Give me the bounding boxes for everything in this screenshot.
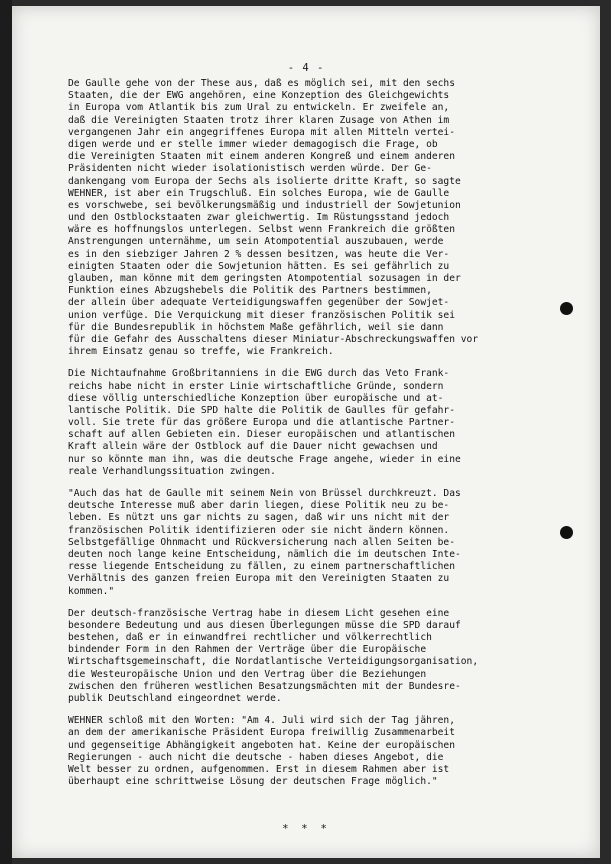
text-line: leben. Es nützt uns gar nichts zu sagen, daß wir uns nicht mit der [68,512,450,524]
text-line: Welt besser zu ordnen, aufgenommen. Erst in diesem Rahmen aber ist [68,763,450,775]
document-page [12,6,600,858]
text-line: Der deutsch-französische Vertrag habe in diesem Licht gesehen eine [68,607,450,619]
text-line: kommen." [68,585,115,597]
text-line: zwischen den früheren westlichen Besatzungsmächten mit der Bundesre- [68,680,461,692]
text-line: vergangenen Jahr ein angegriffenes Europa mit allen Mitteln vertei- [68,126,455,138]
text-line: Staaten, die der EWG angehören, eine Konzeption des Gleichgewichts [68,90,450,102]
text-line: daß die Vereinigten Staaten trotz ihrer klaren Zusage von Athen im [68,114,450,126]
paragraph [68,368,588,478]
text-line: glauben, man könne mit dem geringsten Atompotential sozusagen in der [68,273,461,284]
text-line: Funktion eines Abzugshebels die Politik des Partners bestimmen, [68,285,432,297]
text-line: lantische Politik. Die SPD halte die Politik de Gaulles für gefahr- [68,404,455,416]
text-line: französischen Politik identifizieren oder sie nicht ändern können. [68,524,450,536]
text-line: und den Ostblockstaaten zwar gleichwertig. Im Rüstungsstand jedoch [68,212,450,224]
text-line: in Europa vom Atlantik bis zum Ural zu entwickeln. Er zweifele an, [68,102,450,114]
text-line: Kraft allein wäre der Ostblock auf die Dauer nicht gewachsen und [68,441,438,453]
text-line: die Vereinigten Staaten mit einem anderen Kongreß und einem anderen [68,151,455,163]
text-line: Selbstgefällige Ohnmacht und Rückversicherung nach allen Seiten be- [68,536,455,548]
end-mark: * * * [281,822,331,835]
paragraph [68,715,588,788]
text-line: diese völlig unterschiedliche Konzeption über europäische und at- [68,392,444,404]
text-line: ihrem Einsatz genau so treffe, wie Frankreich. [68,346,334,358]
text-line: voll. Sie trete für das größere Europa und die atlantische Partner- [68,417,455,429]
text-line: union verfüge. Die Verquickung mit dieser französischen Politik sei [68,309,455,321]
text-line: deutsche Interesse muß aber darin liegen, diese Politik neu zu be- [68,500,450,512]
text-line: Präsidenten nicht wieder isolationistisch werden würde. Der Ge- [68,163,432,175]
text-line: reichs habe nicht in erster Linie wirtschaftliche Gründe, sondern [68,380,444,392]
text-line: Wirtschaftsgemeinschaft, die Nordatlantische Verteidigungsorganisation, [68,656,479,668]
text-line: Verhältnis des ganzen freien Europa mit den Vereinigten Staaten zu [68,573,450,585]
text-line: Regierungen - auch nicht die deutsche - haben dieses Angebot, die [68,751,444,763]
text-line: reale Verhandlungssituation zwingen. [68,465,276,477]
text-line: Anstrengungen unternähme, um sein Atompotential auszubauen, werde [68,236,444,248]
text-line: Die Nichtaufnahme Großbritanniens in die EWG durch das Veto Frank- [68,368,450,380]
text-line: für die Gefahr des Ausschaltens dieser Miniatur-Abschreckungswaffen vor [68,333,479,345]
text-line: "Auch das hat de Gaulle mit seinem Nein von Brüssel durchkreuzt. Das [68,488,461,499]
text-line: schaft auf allen Gebieten ein. Dieser europäischen und atlantischen [68,429,455,441]
paragraph [68,488,588,598]
text-line: überhaupt eine schrittweise Lösung der deutschen Frage möglich." [68,776,438,788]
text-line: publik Deutschland eingeordnet werde. [68,693,282,704]
text-line: nur so könnte man ihn, was die deutsche Frage angehe, wieder in eine [68,453,461,465]
text-line: deuten noch lange keine Entscheidung, nämlich die im deutschen Inte- [68,548,461,560]
text-line: resse liegende Entscheidung zu fällen, zu einem partnerschaftlichen [68,561,455,573]
text-line: dankengang vom Europa der Sechs als isolierte dritte Kraft, so sagte [68,175,461,187]
text-line: für die Bundesrepublik in höchstem Maße gefährlich, weil sie dann [68,321,444,333]
paragraph [68,78,588,358]
text-line: WEHNER, ist aber ein Trugschluß. Ein solches Europa, wie de Gaulle [68,187,450,199]
text-line: bestehen, daß er in einwandfrei rechtlicher und völkerrechtlich [68,632,432,644]
text-line: an dem der amerikanische Präsident Europa freiwillig Zusammenarbeit [68,727,455,739]
text-line: De Gaulle gehe von der These aus, daß es möglich sei, mit den sechs [68,78,455,89]
document-body [68,78,588,798]
text-line: der allein über adequate Verteidigungswaffen gegenüber der Sowjet- [68,297,450,309]
text-line: einigten Staaten oder die Sowjetunion hätten. Es sei gefährlich zu [68,260,450,272]
text-line: bindender Form in den Rahmen der Verträge über die Europäische [68,644,427,656]
text-line: besondere Bedeutung und aus diesen Überlegungen müsse die SPD darauf [68,619,461,631]
paragraph [68,608,588,706]
scan-left-edge [0,0,12,864]
text-line: es in den siebziger Jahren 2 % dessen besitzen, was heute die Ver- [68,248,450,260]
text-line: und gegenseitige Abhängigkeit angeboten hat. Keine der europäischen [68,739,455,751]
text-line: es vorschwebe, sei bevölkerungsmäßig und industriell der Sowjetunion [68,199,461,211]
text-line: die Westeuropäische Union und den Vertrag über die Beziehungen [68,668,427,680]
page-number: - 4 - [287,62,325,74]
text-line: WEHNER schloß mit den Worten: "Am 4. Juli wird sich der Tag jähren, [68,715,455,727]
text-line: digen werde und er stelle immer wieder demagogisch die Frage, ob [68,138,438,150]
text-line: wäre es hoffnungslos unterlegen. Selbst wenn Frankreich die größten [68,224,455,236]
